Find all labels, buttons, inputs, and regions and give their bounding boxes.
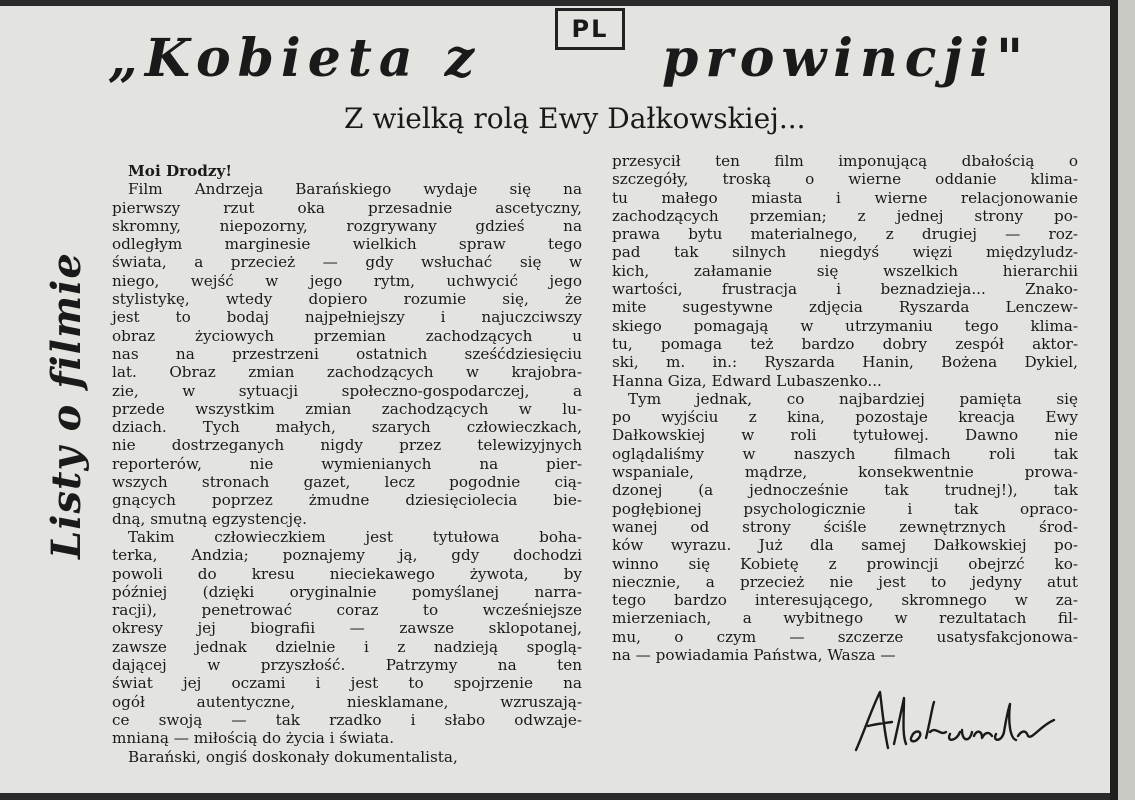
article-line: terka, Andzia; poznajemy ją, gdy dochodzi [112,546,582,565]
article-line: oglądaliśmy w naszych filmach roli tak [612,444,1078,463]
article-line: pad tak silnych niegdyś więzi międzyludz- [612,243,1078,262]
right-border [1110,0,1118,800]
signature [850,686,1060,756]
article-line: ce swoją — tak rzadko i słabo odwzaje- [112,710,582,729]
article-line: jest to bodaj najpełniejszy i najuczciwszy [112,308,582,327]
article-line: dzonej (a jednocześnie tak trudnej!), tak [612,481,1078,500]
article-line: gnących poprzez żmudne dziesięciolecia bie- [112,491,582,510]
article-line: racji), penetrować coraz to wcześniejsze [112,601,582,620]
right-column-lines [612,152,1078,664]
article-line: ski, m. in.: Ryszarda Hanin, Bożena Dykiel, [612,353,1078,372]
handwritten-signature [850,686,1060,756]
article-line: nie dostrzeganych nigdy przez telewizyjnych [112,436,582,455]
article-line: dziach. Tych małych, szarych człowieczkach, [112,418,582,437]
article-line: prawa bytu materialnego, z drugiej — roz- [612,225,1078,244]
section-label [16,251,116,559]
article-line: obraz życiowych przemian zachodzących u [112,326,582,345]
article-line: wartości, frustracja i beznadzieja... Znako- [612,280,1078,299]
article-line: nas na przestrzeni ostatnich sześćdziesięciu [112,344,582,363]
article-line: reporterów, nie wymienianych na pier- [112,454,582,473]
article-line: wspaniale, mądrze, konsekwentnie prowa- [612,463,1078,482]
article-line: przesycił ten film imponującą dbałością o [612,152,1078,170]
article-line: skromny, niepozorny, rozgrywany gdzieś na [112,216,582,235]
article-line: świat jej oczami i jest to spojrzenie na [112,674,582,693]
article-line: kich, załamanie się wszelkich hierarchii [612,261,1078,280]
article-line: ogół autentyczne, niesklamane, wzruszają- [112,692,582,711]
article-line: Dałkowskiej w roli tytułowej. Dawno nie [612,426,1078,445]
article-line: mierzeniach, a wybitnego w rezultatach fil- [612,609,1078,628]
article-line: winno się Kobietę z prowincji obejrzć ko- [612,554,1078,573]
greeting: Moi Drodzy! [128,162,233,180]
top-border [0,0,1112,6]
left-column-lines [112,180,582,766]
article-line: Barański, ongiś doskonały dokumentalista, [128,747,458,766]
article-line: Hanna Giza, Edward Lubaszenko... [612,371,882,390]
article-line: mnianą — miłością do życia i świata. [112,729,395,748]
article-line: wanej od strony ściśle zewnętrznych środ- [612,517,1078,536]
article-line: Takim człowieczkiem jest tytułowa boha- [128,527,582,546]
article-line: zachodzących przemian; z jednej strony po- [612,206,1078,225]
article-line: tu małego miasta i wierne relacjonowanie [612,188,1078,207]
headline-part-1: „Kobieta z [108,28,482,89]
article-line: niecznie, a przecież nie jest to jedyny atut [612,572,1078,591]
article-line: pogłębionej psychologicznie i tak opraco- [612,499,1078,518]
bottom-border [0,793,1112,800]
article-column-right [612,152,1078,664]
article-line: dającej w przyszłość. Patrzymy na ten [112,656,582,675]
article-line: zawsze jednak dzielnie i z nadzieją spoglą- [112,637,582,656]
article-line: ków wyrazu. Już dla samej Dałkowskiej po- [612,536,1078,555]
article-line: okresy jej biografii — zawsze sklopotanej, [112,619,582,638]
article-line: zie, w sytuacji społeczno-gospodarczej, a [112,381,582,400]
article-line: lat. Obraz zmian zachodzących w krajobra- [112,363,582,382]
article-line: stylistykę, wtedy dopiero rozumie się, że [112,290,582,309]
article-line: po wyjściu z kina, pozostaje kreacja Ewy [612,408,1078,427]
article-line: wszych stronach gazet, lecz pogodnie cią- [112,473,582,492]
article-line: tego bardzo interesującego, skromnego w za- [612,591,1078,610]
pl-badge: PL [555,8,625,50]
article-column-left [112,162,582,766]
article-line: niego, wejść w jego rytm, uchwycić jego [112,271,582,290]
article-line: odległym marginesie wielkich spraw tego [112,235,582,254]
article-line: Tym jednak, co najbardziej pamięta się [628,389,1078,408]
article-line: pierwszy rzut oka przesadnie ascetyczny, [112,198,582,217]
section-label-text: Listy o filmie [42,251,90,559]
article-line: przede wszystkim zmian zachodzących w lu- [112,399,582,418]
article-line: na — powiadamia Państwa, Wasza — [612,646,896,665]
article-line: dną, smutną egzystencję. [112,509,307,528]
article-line: mu, o czym — szczerze usatysfakcjonowa- [612,627,1078,646]
subheadline: Z wielką rolą Ewy Dałkowskiej... [344,102,806,135]
signature-stroke [856,692,1054,750]
article-line: mite sugestywne zdjęcia Ryszarda Lenczew- [612,298,1078,317]
article-line: świata, a przecież — gdy wsłuchać się w [112,253,582,272]
article-line: później (dzięki oryginalnie pomyślanej narra- [112,582,582,601]
article-line: Film Andrzeja Barańskiego wydaje się na [128,180,582,199]
article-line: powoli do kresu nieciekawego żywota, by [112,564,582,583]
article-line: szczegóły, troską o wierne oddanie klima- [612,170,1078,189]
page-edge [1118,0,1135,800]
headline-part-2: prowincji" [662,28,1031,89]
article-line: skiego pomagają w utrzymaniu tego klima- [612,316,1078,335]
article-line: tu, pomaga też bardzo dobry zespół aktor- [612,334,1078,353]
